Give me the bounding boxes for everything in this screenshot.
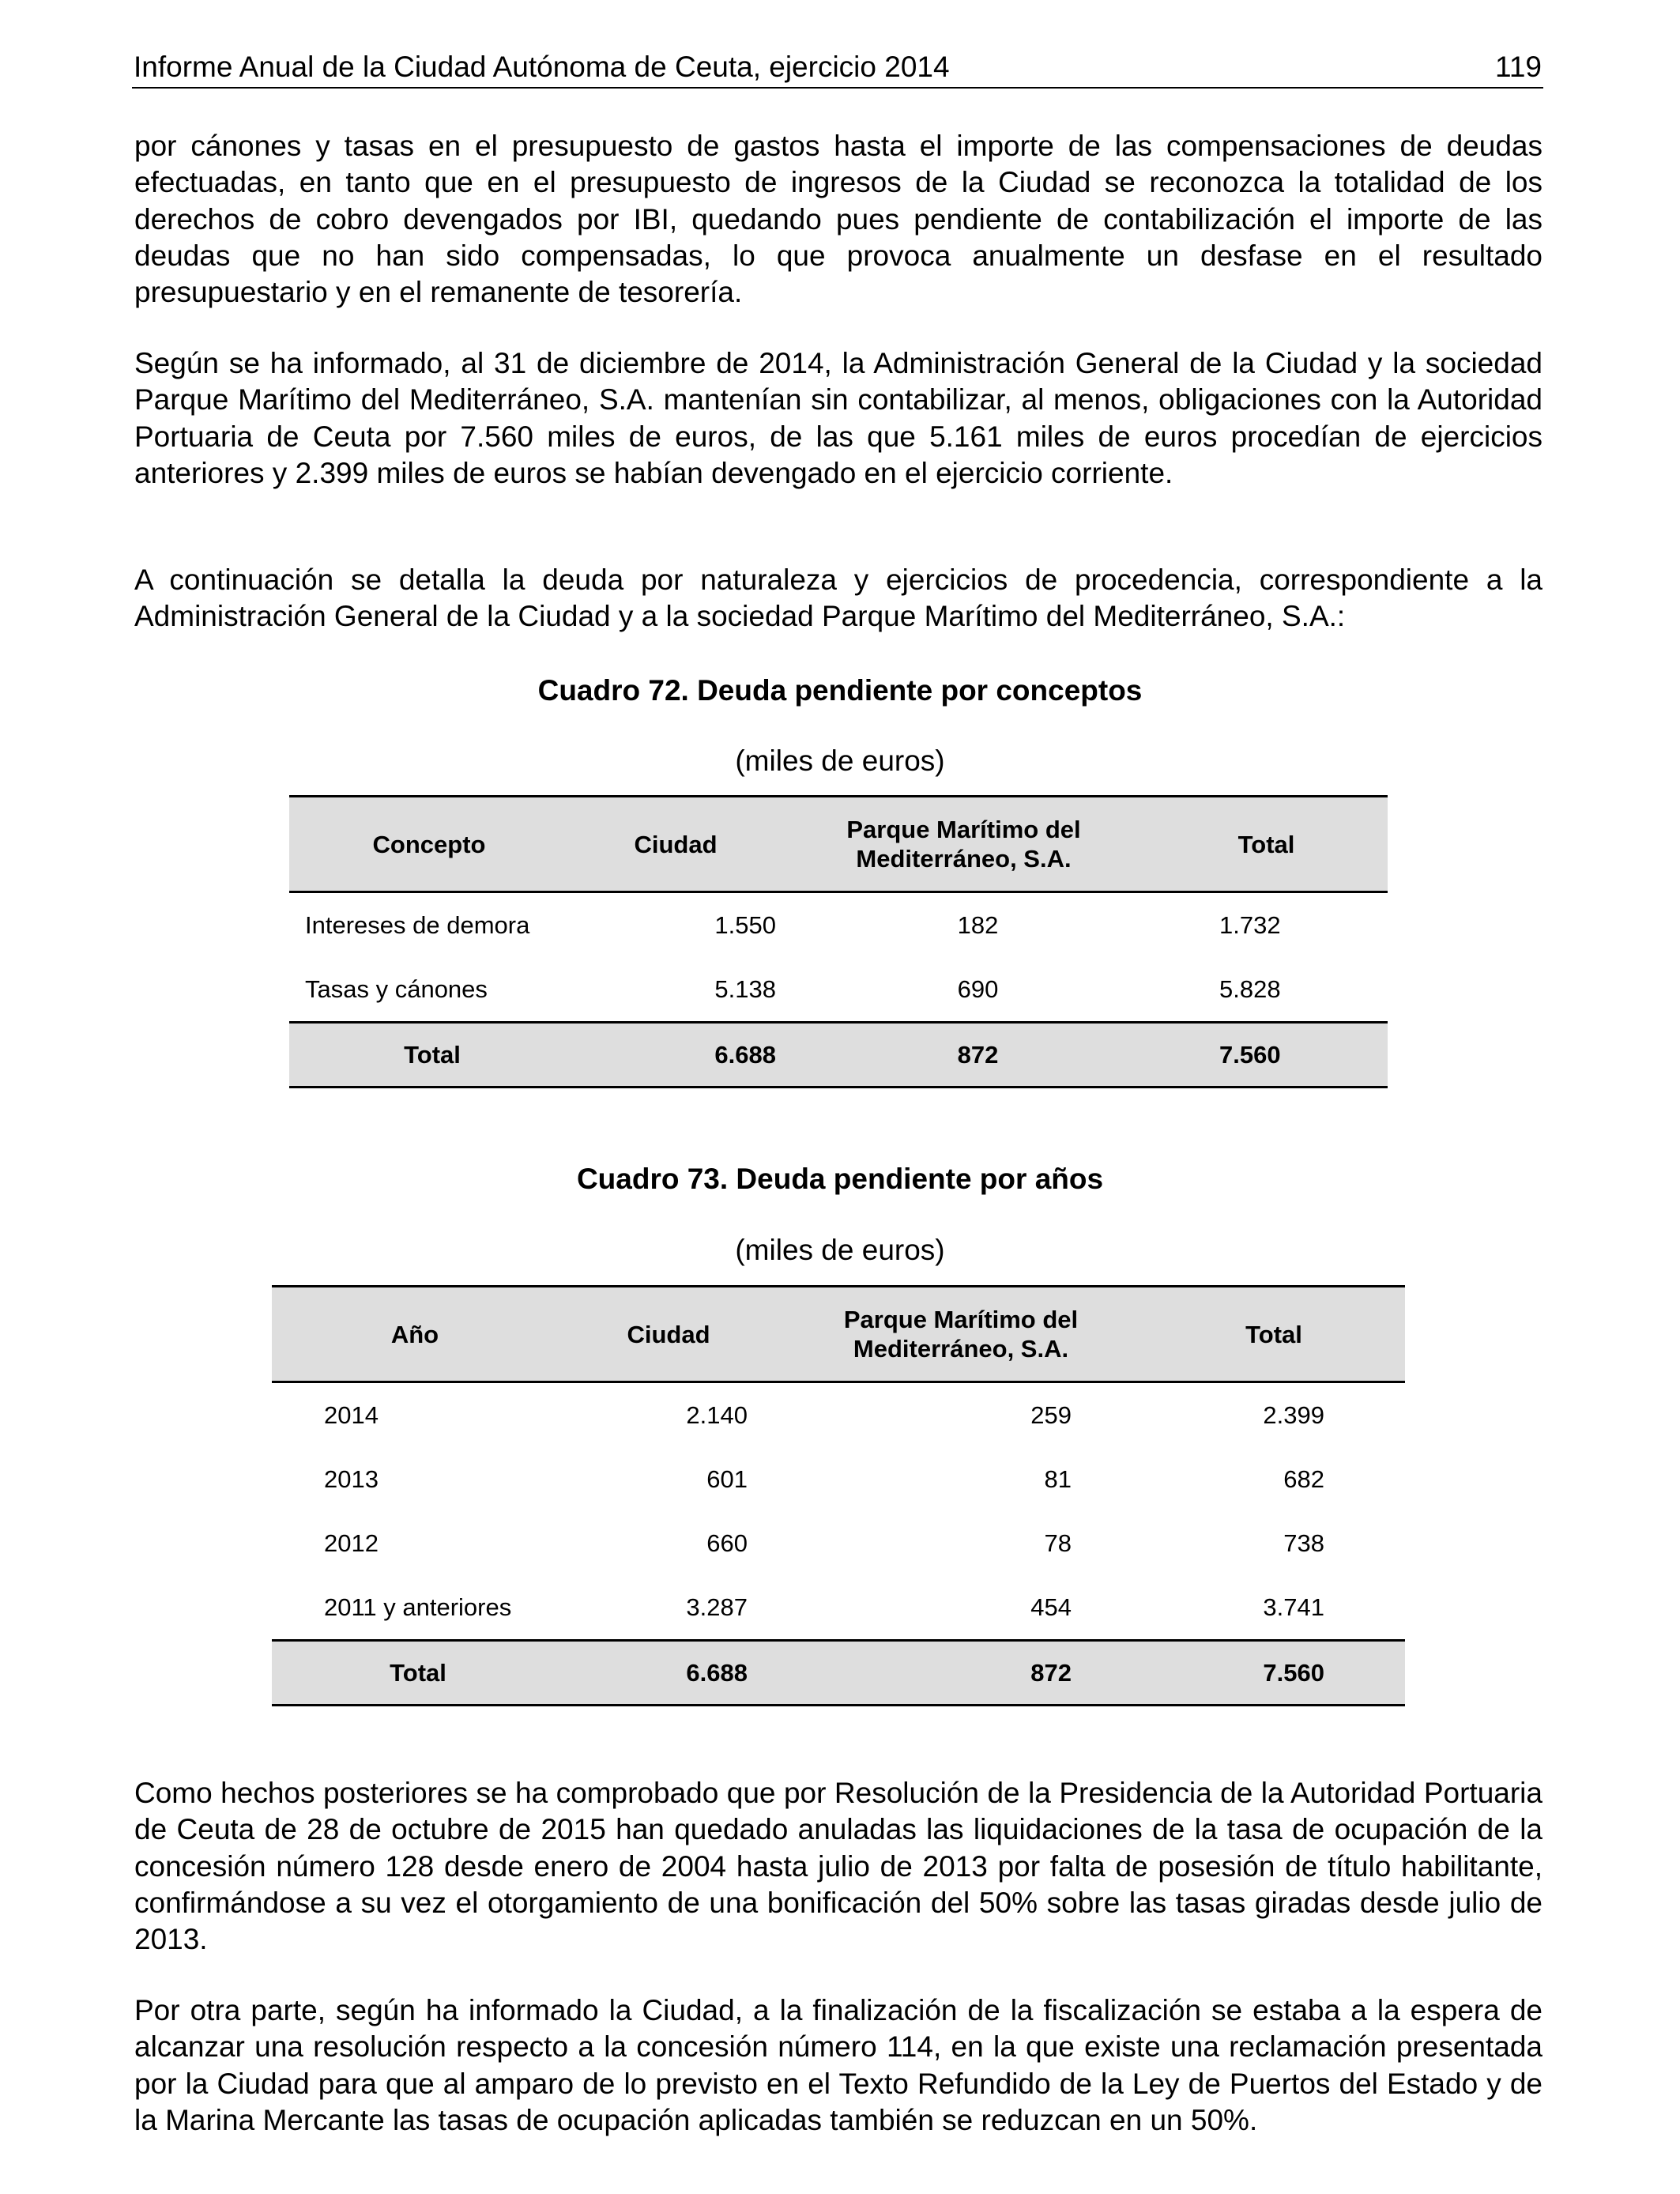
cell-total: 1.732 <box>1219 910 1281 939</box>
table-row <box>272 1447 1405 1511</box>
paragraph-1: por cánones y tasas en el presupuesto de gastos hasta el importe de las compensaciones de deudas efectuadas, en tanto que en el presupuesto de ingresos de la Ciudad se reconozca la totalidad de los derechos de cobro devengados por IBI, quedando pues pendiente de contabilización el importe de las deudas que no han sido compensadas, lo que provoca anualmente un desfase en el resultado presupuestario y en el remanente de tesorería. <box>134 130 1543 309</box>
table-row <box>272 1382 1405 1448</box>
table-row <box>272 1511 1405 1575</box>
cell-ciudad: 5.138 <box>714 974 776 1003</box>
table73-caption: Cuadro 73. Deuda pendiente por años <box>576 1163 1104 1195</box>
cell-parque: 182 <box>957 910 999 939</box>
cell-total: 5.828 <box>1219 974 1281 1003</box>
header-parque-maritimo <box>782 797 1145 892</box>
total-parque: 872 <box>779 1641 1143 1706</box>
total-parque: 872 <box>782 1023 1145 1088</box>
total-ciudad: 6.688 <box>558 1641 779 1706</box>
cell-ciudad: 1.550 <box>714 910 776 939</box>
header-total: Total <box>1145 797 1388 892</box>
paragraph-3: A continuación se detalla la deuda por naturaleza y ejercicios de procedencia, correspondiente a la Administración General de la Ciudad y a la sociedad Parque Marítimo del Mediterráneo, S.A.: <box>134 564 1543 633</box>
paragraph-2: Según se ha informado, al 31 de diciembre de 2014, la Administración General de la Ciudad y la sociedad Parque Marítimo del Mediterráneo, S.A. mantenían sin contabilizar, al menos, obligaciones con la Autoridad Portuaria de Ceuta por 7.560 miles de euros, de las que 5.161 miles de euros procedían de ejercicios anteriores y 2.399 miles de euros se habían devengado en el ejercicio corriente. <box>134 347 1543 489</box>
cell-total: 738 <box>1283 1529 1324 1557</box>
header-concepto: Concepto <box>289 797 569 892</box>
page-number: 119 <box>1495 51 1542 83</box>
cell-anio: 2014 <box>324 1400 379 1429</box>
table72-units: (miles de euros) <box>735 745 945 777</box>
cell-ciudad: 2.140 <box>686 1400 748 1429</box>
cell-ciudad: 3.287 <box>686 1593 748 1621</box>
cell-concepto: Intereses de demora <box>305 910 530 939</box>
table-row <box>289 892 1388 958</box>
header-anio: Año <box>272 1287 558 1382</box>
table73-units: (miles de euros) <box>735 1234 945 1266</box>
header-total: Total <box>1143 1287 1405 1382</box>
page-header <box>132 47 1543 89</box>
table-deuda-anios <box>272 1285 1405 1706</box>
cell-total: 682 <box>1283 1465 1324 1493</box>
cell-parque: 81 <box>1044 1465 1072 1493</box>
table-row <box>289 957 1388 1023</box>
total-label: Total <box>289 1023 569 1088</box>
cell-anio: 2012 <box>324 1529 379 1557</box>
cell-ciudad: 601 <box>706 1465 748 1493</box>
cell-ciudad: 660 <box>706 1529 748 1557</box>
table-total-row <box>289 1023 1388 1088</box>
paragraph-5: Por otra parte, según ha informado la Ciudad, a la finalización de la fiscalización se estaba a la espera de alcanzar una resolución respecto a la concesión número 114, en la que existe una reclamación presentada por la Ciudad para que al amparo de lo previsto en el Texto Refundido de la Ley de Puertos del Estado y de la Marina Mercante las tasas de ocupación aplicadas también se reduzcan en un 50%. <box>134 1994 1543 2136</box>
cell-total: 2.399 <box>1263 1400 1324 1429</box>
header-parque-maritimo <box>779 1287 1143 1382</box>
total-label: Total <box>272 1641 558 1706</box>
cell-parque: 259 <box>1030 1400 1072 1429</box>
table-row <box>272 1575 1405 1641</box>
cell-parque: 78 <box>1044 1529 1072 1557</box>
table-header-row <box>289 797 1388 892</box>
table-total-row <box>272 1641 1405 1706</box>
total-ciudad: 6.688 <box>569 1023 782 1088</box>
table-header-row <box>272 1287 1405 1382</box>
cell-parque: 690 <box>957 974 999 1003</box>
cell-concepto: Tasas y cánones <box>305 974 488 1003</box>
header-parque-maritimo-label: Parque Marítimo del Mediterráneo, S.A. <box>843 1306 1079 1363</box>
paragraph-4: Como hechos posteriores se ha comprobado que por Resolución de la Presidencia de la Autoridad Portuaria de Ceuta de 28 de octubre de 2015 han quedado anuladas las liquidaciones de la tasa de ocupación de la concesión número 128 desde enero de 2004 hasta julio de 2013 por falta de posesión de título habilitante, confirmándose a su vez el otorgamiento de una bonificación del 50% sobre las tasas giradas desde julio de 2013. <box>134 1777 1543 1956</box>
header-ciudad: Ciudad <box>558 1287 779 1382</box>
cell-total: 3.741 <box>1263 1593 1324 1621</box>
total-total: 7.560 <box>1145 1023 1388 1088</box>
cell-anio: 2013 <box>324 1465 379 1493</box>
table-deuda-conceptos <box>289 795 1388 1088</box>
total-total: 7.560 <box>1143 1641 1405 1706</box>
report-title: Informe Anual de la Ciudad Autónoma de Ceuta, ejercicio 2014 <box>134 51 950 83</box>
cell-anio: 2011 y anteriores <box>324 1593 512 1621</box>
cell-parque: 454 <box>1030 1593 1072 1621</box>
header-ciudad: Ciudad <box>569 797 782 892</box>
table72-caption: Cuadro 72. Deuda pendiente por conceptos <box>537 674 1143 707</box>
header-parque-maritimo-label: Parque Marítimo del Mediterráneo, S.A. <box>846 816 1081 873</box>
